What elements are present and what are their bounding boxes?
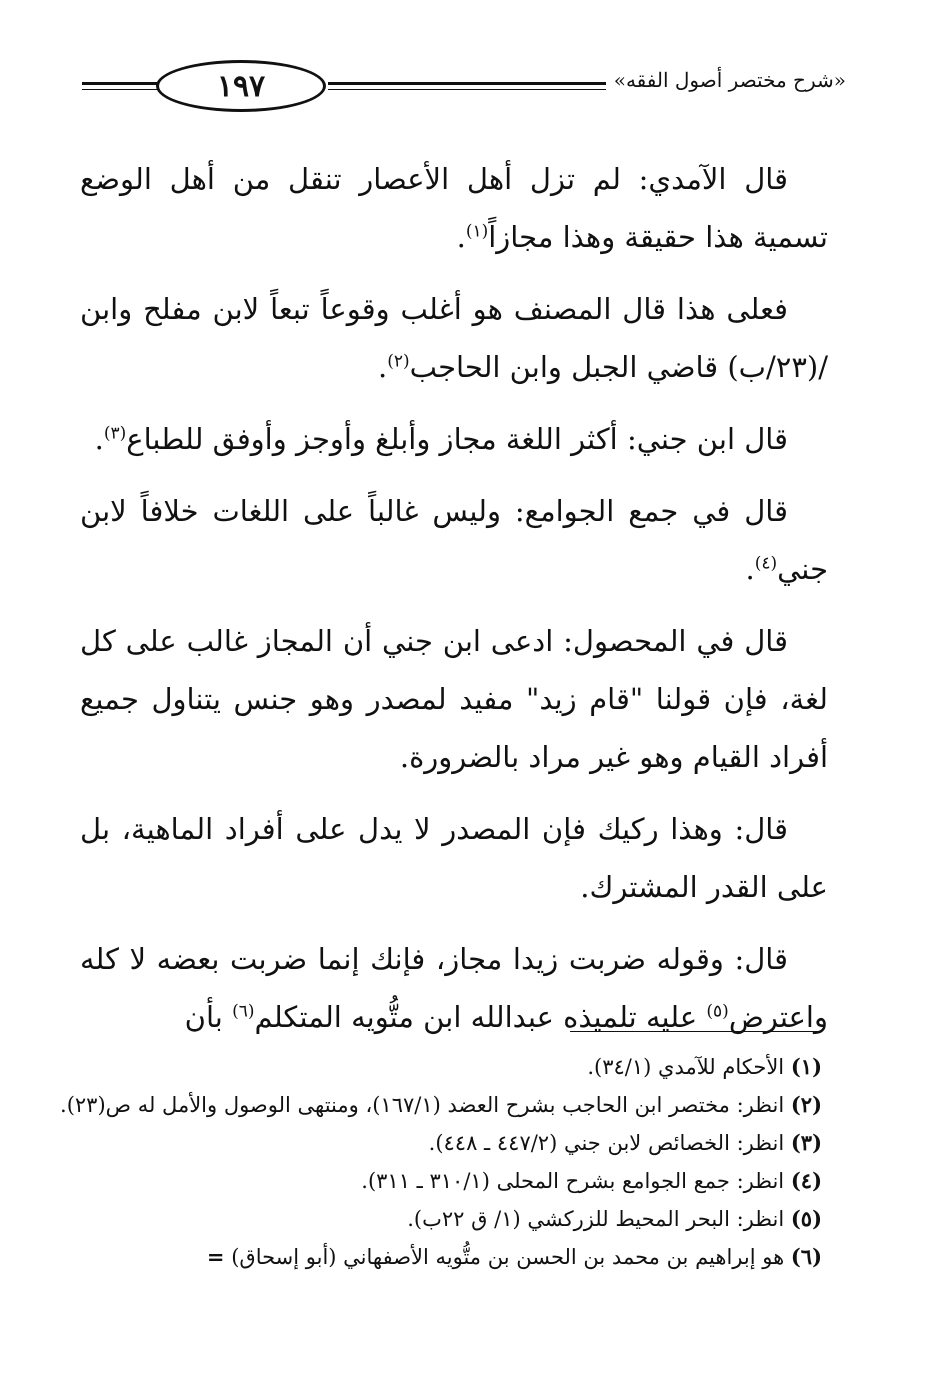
paragraph-2: فعلى هذا قال المصنف هو أغلب وقوعاً تبعاً لابن مفلح وابن /(٢٣/ب) قاضي الجبل وابن الحاجب$^{(٢)}$. [80,292,828,384]
paragraph-7: قال: وقوله ضربت زيدا مجاز، فإنك إنما ضربت بعضه لا كله واعترض$^{(٥)}$ عليه تلميذه عبدالله ابن متُّويه المتكلم$^{(٦)}$ بأن [80,942,828,1034]
footnote-ref-1: (١) [465,221,489,242]
header-rule-left [82,82,158,90]
footnote-ref-4: (٤) [754,553,778,574]
main-text [80,150,828,1060]
footnote-ref-3: (٣) [103,423,127,444]
page-header [82,58,846,128]
header-rule-right [328,82,606,90]
page-number: ١٩٧ [156,60,326,112]
footnotes [42,1048,822,1276]
paragraph-3: قال ابن جني: أكثر اللغة مجاز وأبلغ وأوجز وأوفق للطباع$^{(٣)}$. [94,422,788,456]
continuation-mark: = [206,1244,225,1269]
footnote-3: (٣) انظر: الخصائص لابن جني (٤٤٧/٢ ـ ٤٤٨). [428,1130,822,1155]
footnote-ref-5: (٥) [706,1001,729,1022]
running-title: «شرح مختصر أصول الفقه» [613,68,846,92]
paragraph-5: قال في المحصول: ادعى ابن جني أن المجاز غالب على كل لغة، فإن قولنا "قام زيد" مفيد لمصدر وهو جنس يتناول جميع أفراد القيام وهو غير مراد بالضرورة. [80,624,828,774]
footnote-4: (٤) انظر: جمع الجوامع بشرح المحلى (٣١٠/١ ـ ٣١١). [361,1168,822,1193]
footnote-5: (٥) انظر: البحر المحيط للزركشي (١/ ق ٢٢ب). [407,1206,822,1231]
paragraph-4: قال في جمع الجوامع: وليس غالباً على اللغات خلافاً لابن جني$^{(٤)}$. [80,494,828,586]
paragraph-1: قال الآمدي: لم تزل أهل الأعصار تنقل من أهل الوضع تسمية هذا حقيقة وهذا مجازاً$^{(١)}$. [80,162,828,254]
footnote-separator [570,1031,822,1032]
footnote-2: (٢) انظر: مختصر ابن الحاجب بشرح العضد (١٦٧/١)، ومنتهى الوصول والأمل له ص(٢٣). [60,1092,822,1117]
paragraph-6: قال: وهذا ركيك فإن المصدر لا يدل على أفراد الماهية، بل على القدر المشترك. [80,812,828,904]
footnote-1: (١) الأحكام للآمدي (٣٤/١). [587,1054,822,1079]
footnote-ref-6: (٦) [232,1001,255,1022]
footnote-ref-2: (٢) [387,351,410,372]
footnote-6: (٦) هو إبراهيم بن محمد بن الحسن بن متُّويه الأصفهاني (أبو إسحاق) = [206,1244,822,1269]
